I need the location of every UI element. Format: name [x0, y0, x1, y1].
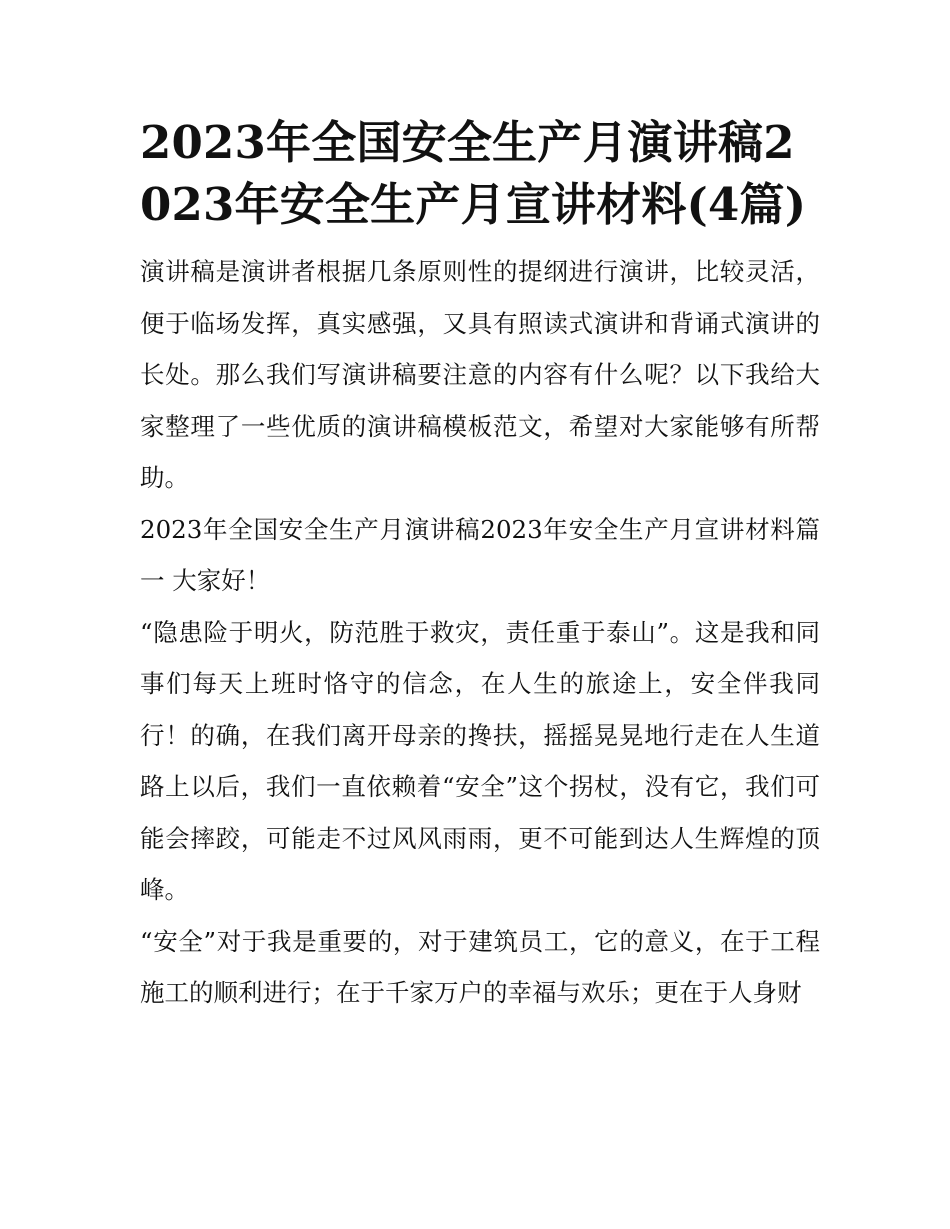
document-title: 2023年全国安全生产月演讲稿2023年安全生产月宣讲材料(4篇) [140, 116, 807, 231]
body-paragraph: “安全”对于我是重要的，对于建筑员工，它的意义，在于工程施工的顺利进行；在于千家万户的幸福与欢乐；更在于人身财 [140, 926, 820, 1007]
intro-paragraph: 演讲稿是演讲者根据几条原则性的提纲进行演讲，比较灵活，便于临场发挥，真实感强，又具有照读式演讲和背诵式演讲的长处。那么我们写演讲稿要注意的内容有什么呢？以下我给大家整理了一些优质的演讲稿模板范文，希望对大家能够有所帮助。 [140, 257, 820, 492]
section-heading-paragraph: 2023年全国安全生产月演讲稿2023年安全生产月宣讲材料篇一 大家好！ [140, 514, 820, 595]
body-paragraph: “隐患险于明火，防范胜于救灾，责任重于泰山”。这是我和同事们每天上班时恪守的信念，在人生的旅途上，安全伴我同行！的确，在我们离开母亲的搀扶，摇摇晃晃地行走在人生道路上以后，我们一直依赖着“安全”这个拐杖，没有它，我们可能会摔跤，可能走不过风风雨雨，更不可能到达人生辉煌的顶峰。 [140, 617, 820, 904]
document-page [140, 112, 820, 1019]
